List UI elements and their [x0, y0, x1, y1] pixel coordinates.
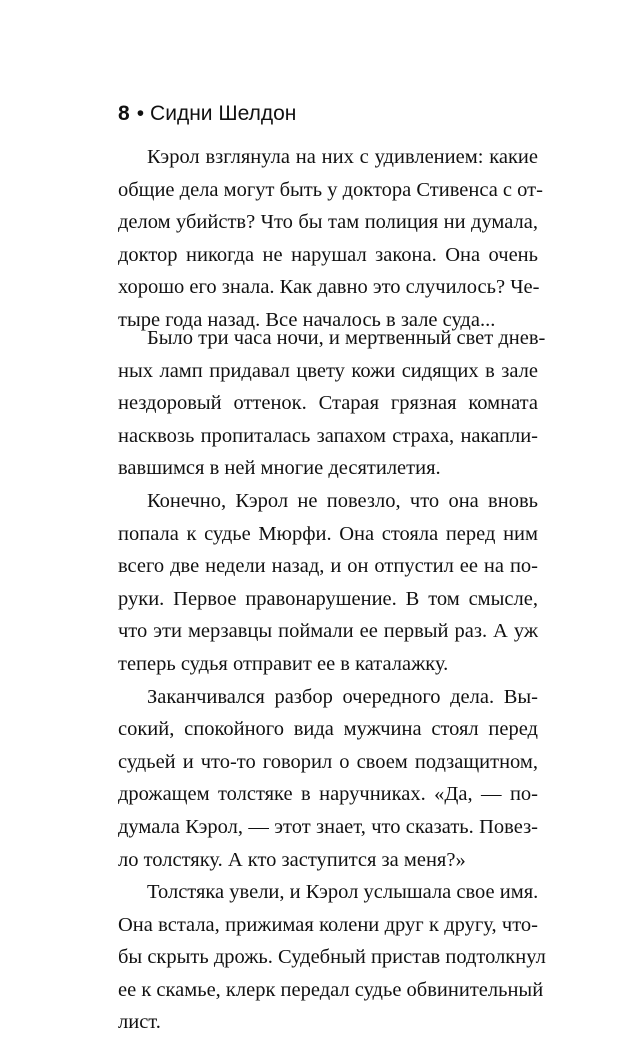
text-line: вавшимся в ней многие десятилетия.	[118, 457, 441, 480]
text-line: думала Кэрол, — этот знает, что сказать. Повез-	[118, 815, 538, 838]
text-line: общие дела могут быть у доктора Стивенса с от-	[118, 178, 543, 201]
text-line: попала к судье Мюрфи. Она стояла перед ним	[118, 522, 538, 545]
text-line: Конечно, Кэрол не повезло, что она вновь	[147, 489, 538, 512]
text-line: сокий, спокойного вида мужчина стоял перед	[118, 718, 538, 741]
text-section-1	[118, 141, 543, 337]
text-line: Толстяка увели, и Кэрол услышала свое имя.	[147, 881, 539, 904]
author-name: Сидни Шелдон	[150, 102, 297, 125]
text-line: ее к скамье, клерк передал судье обвинительный	[118, 978, 544, 1001]
header-separator: •	[136, 102, 145, 125]
text-line: теперь судья отправит ее в каталажку.	[118, 652, 449, 675]
text-line: делом убийств? Что бы там полиция ни думала,	[118, 211, 538, 234]
text-line: доктор никогда не нарушал закона. Она очень	[118, 243, 538, 266]
text-line: руки. Первое правонарушение. В том смысле,	[118, 587, 538, 610]
text-line: Было три часа ночи, и мертвенный свет днев-	[147, 327, 546, 349]
text-line: нездоровый оттенок. Старая грязная комната	[118, 392, 538, 415]
text-line: Она встала, прижимая колени друг к другу, что-	[118, 913, 538, 936]
text-section-2	[118, 322, 546, 1039]
text-line: лист.	[118, 1011, 161, 1034]
page-number: 8	[118, 102, 130, 125]
running-header	[118, 102, 296, 126]
text-line: насквозь пропиталась запахом страха, накапли-	[118, 424, 538, 447]
text-line: бы скрыть дрожь. Судебный пристав подтолкнул	[118, 946, 546, 969]
text-line: всего две недели назад, и он отпустил ее на по-	[118, 555, 538, 578]
text-line: судьей и что-то говорил о своем подзащитном,	[118, 750, 538, 773]
text-line: Заканчивался разбор очередного дела. Вы-	[147, 685, 538, 708]
text-line: дрожащем толстяке в наручниках. «Да, — по-	[118, 783, 538, 806]
text-line: тыре года назад. Все началось в зале суда...	[118, 308, 496, 331]
text-line: Кэрол взглянула на них с удивлением: какие	[147, 146, 538, 168]
text-line: что эти мерзавцы поймали ее первый раз. А уж	[118, 620, 538, 643]
text-line: ных ламп придавал цвету кожи сидящих в зале	[118, 359, 538, 382]
text-line: ло толстяку. А кто заступится за меня?»	[118, 848, 466, 871]
text-line: хорошо его знала. Как давно это случилось? Че-	[118, 276, 540, 299]
